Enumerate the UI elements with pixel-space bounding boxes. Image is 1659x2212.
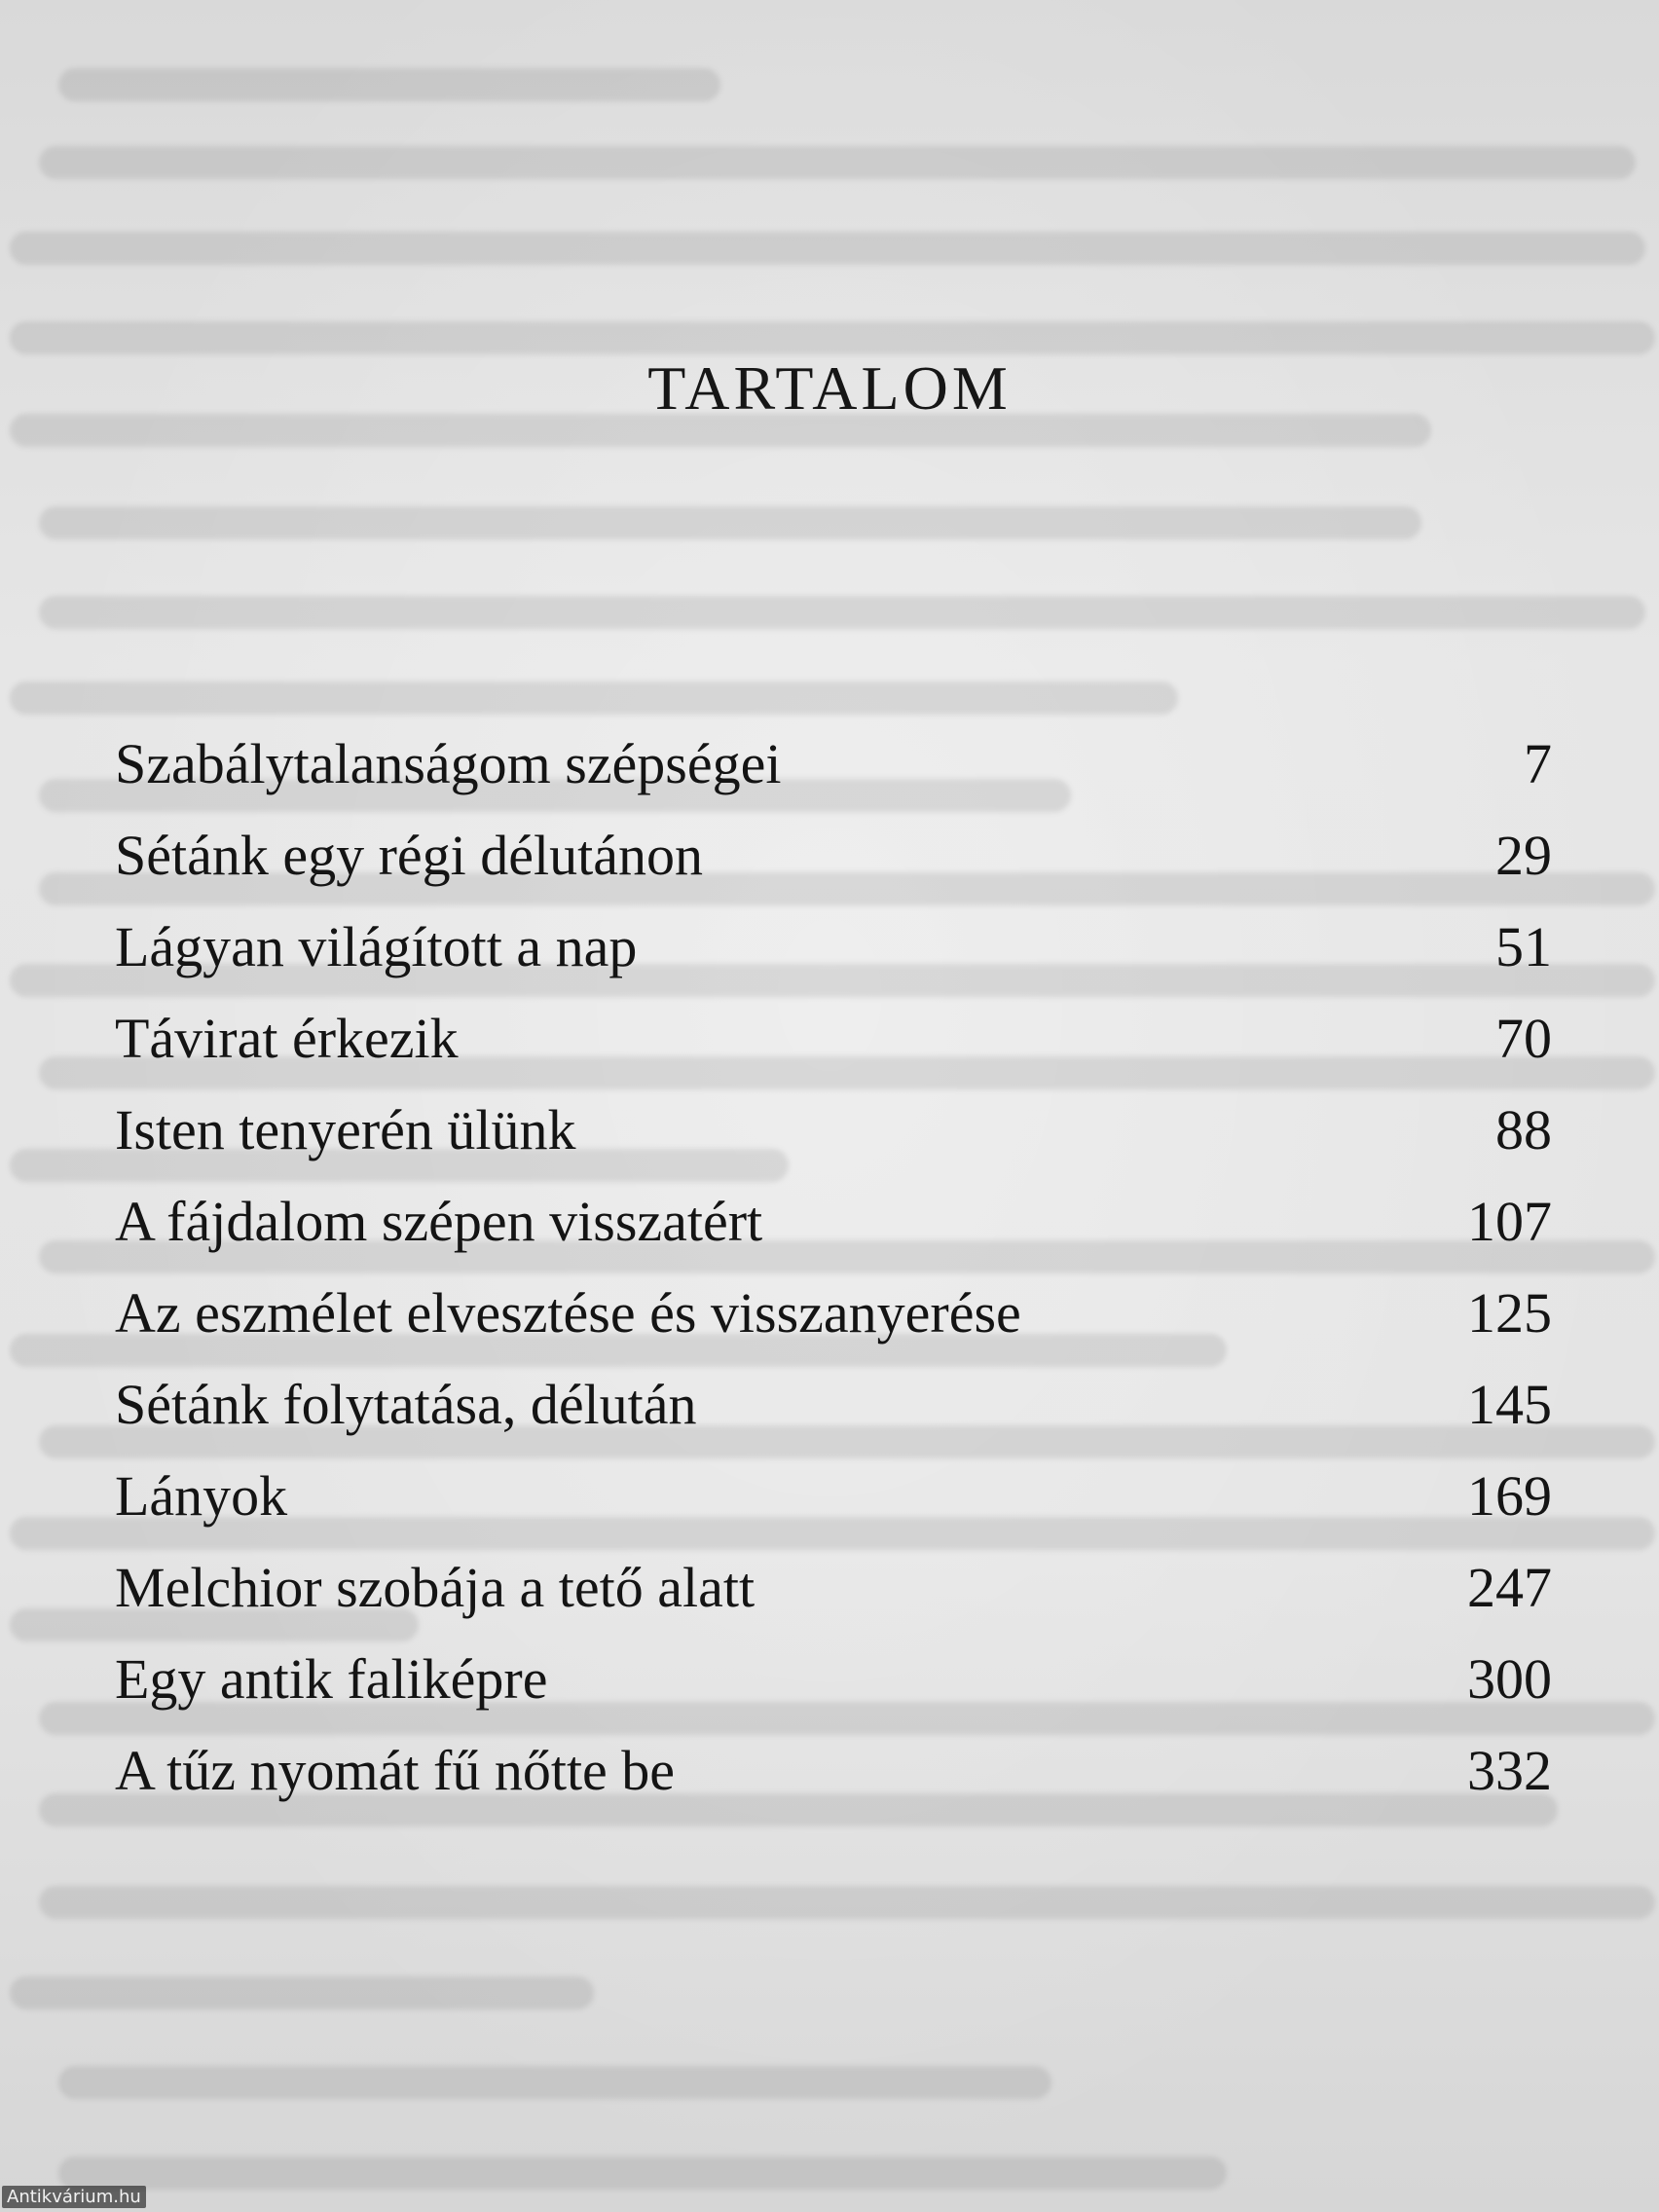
toc-entry-page: 70 — [1495, 1007, 1552, 1070]
toc-entry — [115, 993, 1552, 1085]
toc-entry-title: Távirat érkezik — [115, 1007, 459, 1070]
toc-entry-title: A fájdalom szépen visszatért — [115, 1190, 763, 1253]
page-title: TARTALOM — [647, 353, 1012, 423]
toc-entry-title: Egy antik faliképre — [115, 1647, 548, 1711]
toc-entry-page: 88 — [1495, 1098, 1552, 1161]
toc-entry-title: Melchior szobája a tető alatt — [115, 1556, 756, 1619]
toc-entry — [115, 719, 1552, 810]
toc-entry-page: 125 — [1467, 1281, 1552, 1345]
toc-entry-page: 332 — [1467, 1739, 1552, 1802]
toc-entry-title: Lányok — [115, 1464, 288, 1528]
toc-entry — [115, 1542, 1552, 1634]
toc-entry-title: Isten tenyerén ülünk — [115, 1098, 576, 1161]
toc-entry-page: 169 — [1467, 1464, 1552, 1528]
toc-entry — [115, 810, 1552, 902]
toc-entry — [115, 1176, 1552, 1268]
toc-entry-page: 107 — [1467, 1190, 1552, 1253]
toc-entry-page: 247 — [1467, 1556, 1552, 1619]
toc-entry — [115, 902, 1552, 993]
toc-entry-page: 300 — [1467, 1647, 1552, 1711]
toc-entry — [115, 1268, 1552, 1359]
toc-entry — [115, 1359, 1552, 1451]
toc-entry-title: Az eszmélet elvesztése és visszanyerése — [115, 1281, 1021, 1345]
table-of-contents — [115, 719, 1552, 1817]
watermark: Antikvárium.hu — [2, 2186, 146, 2208]
toc-entry — [115, 1085, 1552, 1176]
toc-entry-title: Sétánk folytatása, délután — [115, 1373, 697, 1436]
toc-entry-title: Szabálytalanságom szépségei — [115, 732, 782, 795]
toc-entry-page: 145 — [1467, 1373, 1552, 1436]
toc-entry — [115, 1725, 1552, 1817]
toc-entry-page: 29 — [1495, 824, 1552, 887]
toc-entry-page: 7 — [1524, 732, 1552, 795]
toc-entry-title: A tűz nyomát fű nőtte be — [115, 1739, 676, 1802]
toc-entry — [115, 1634, 1552, 1725]
toc-entry-page: 51 — [1495, 915, 1552, 978]
toc-entry-title: Lágyan világított a nap — [115, 915, 638, 978]
toc-entry-title: Sétánk egy régi délutánon — [115, 824, 703, 887]
toc-entry — [115, 1451, 1552, 1542]
